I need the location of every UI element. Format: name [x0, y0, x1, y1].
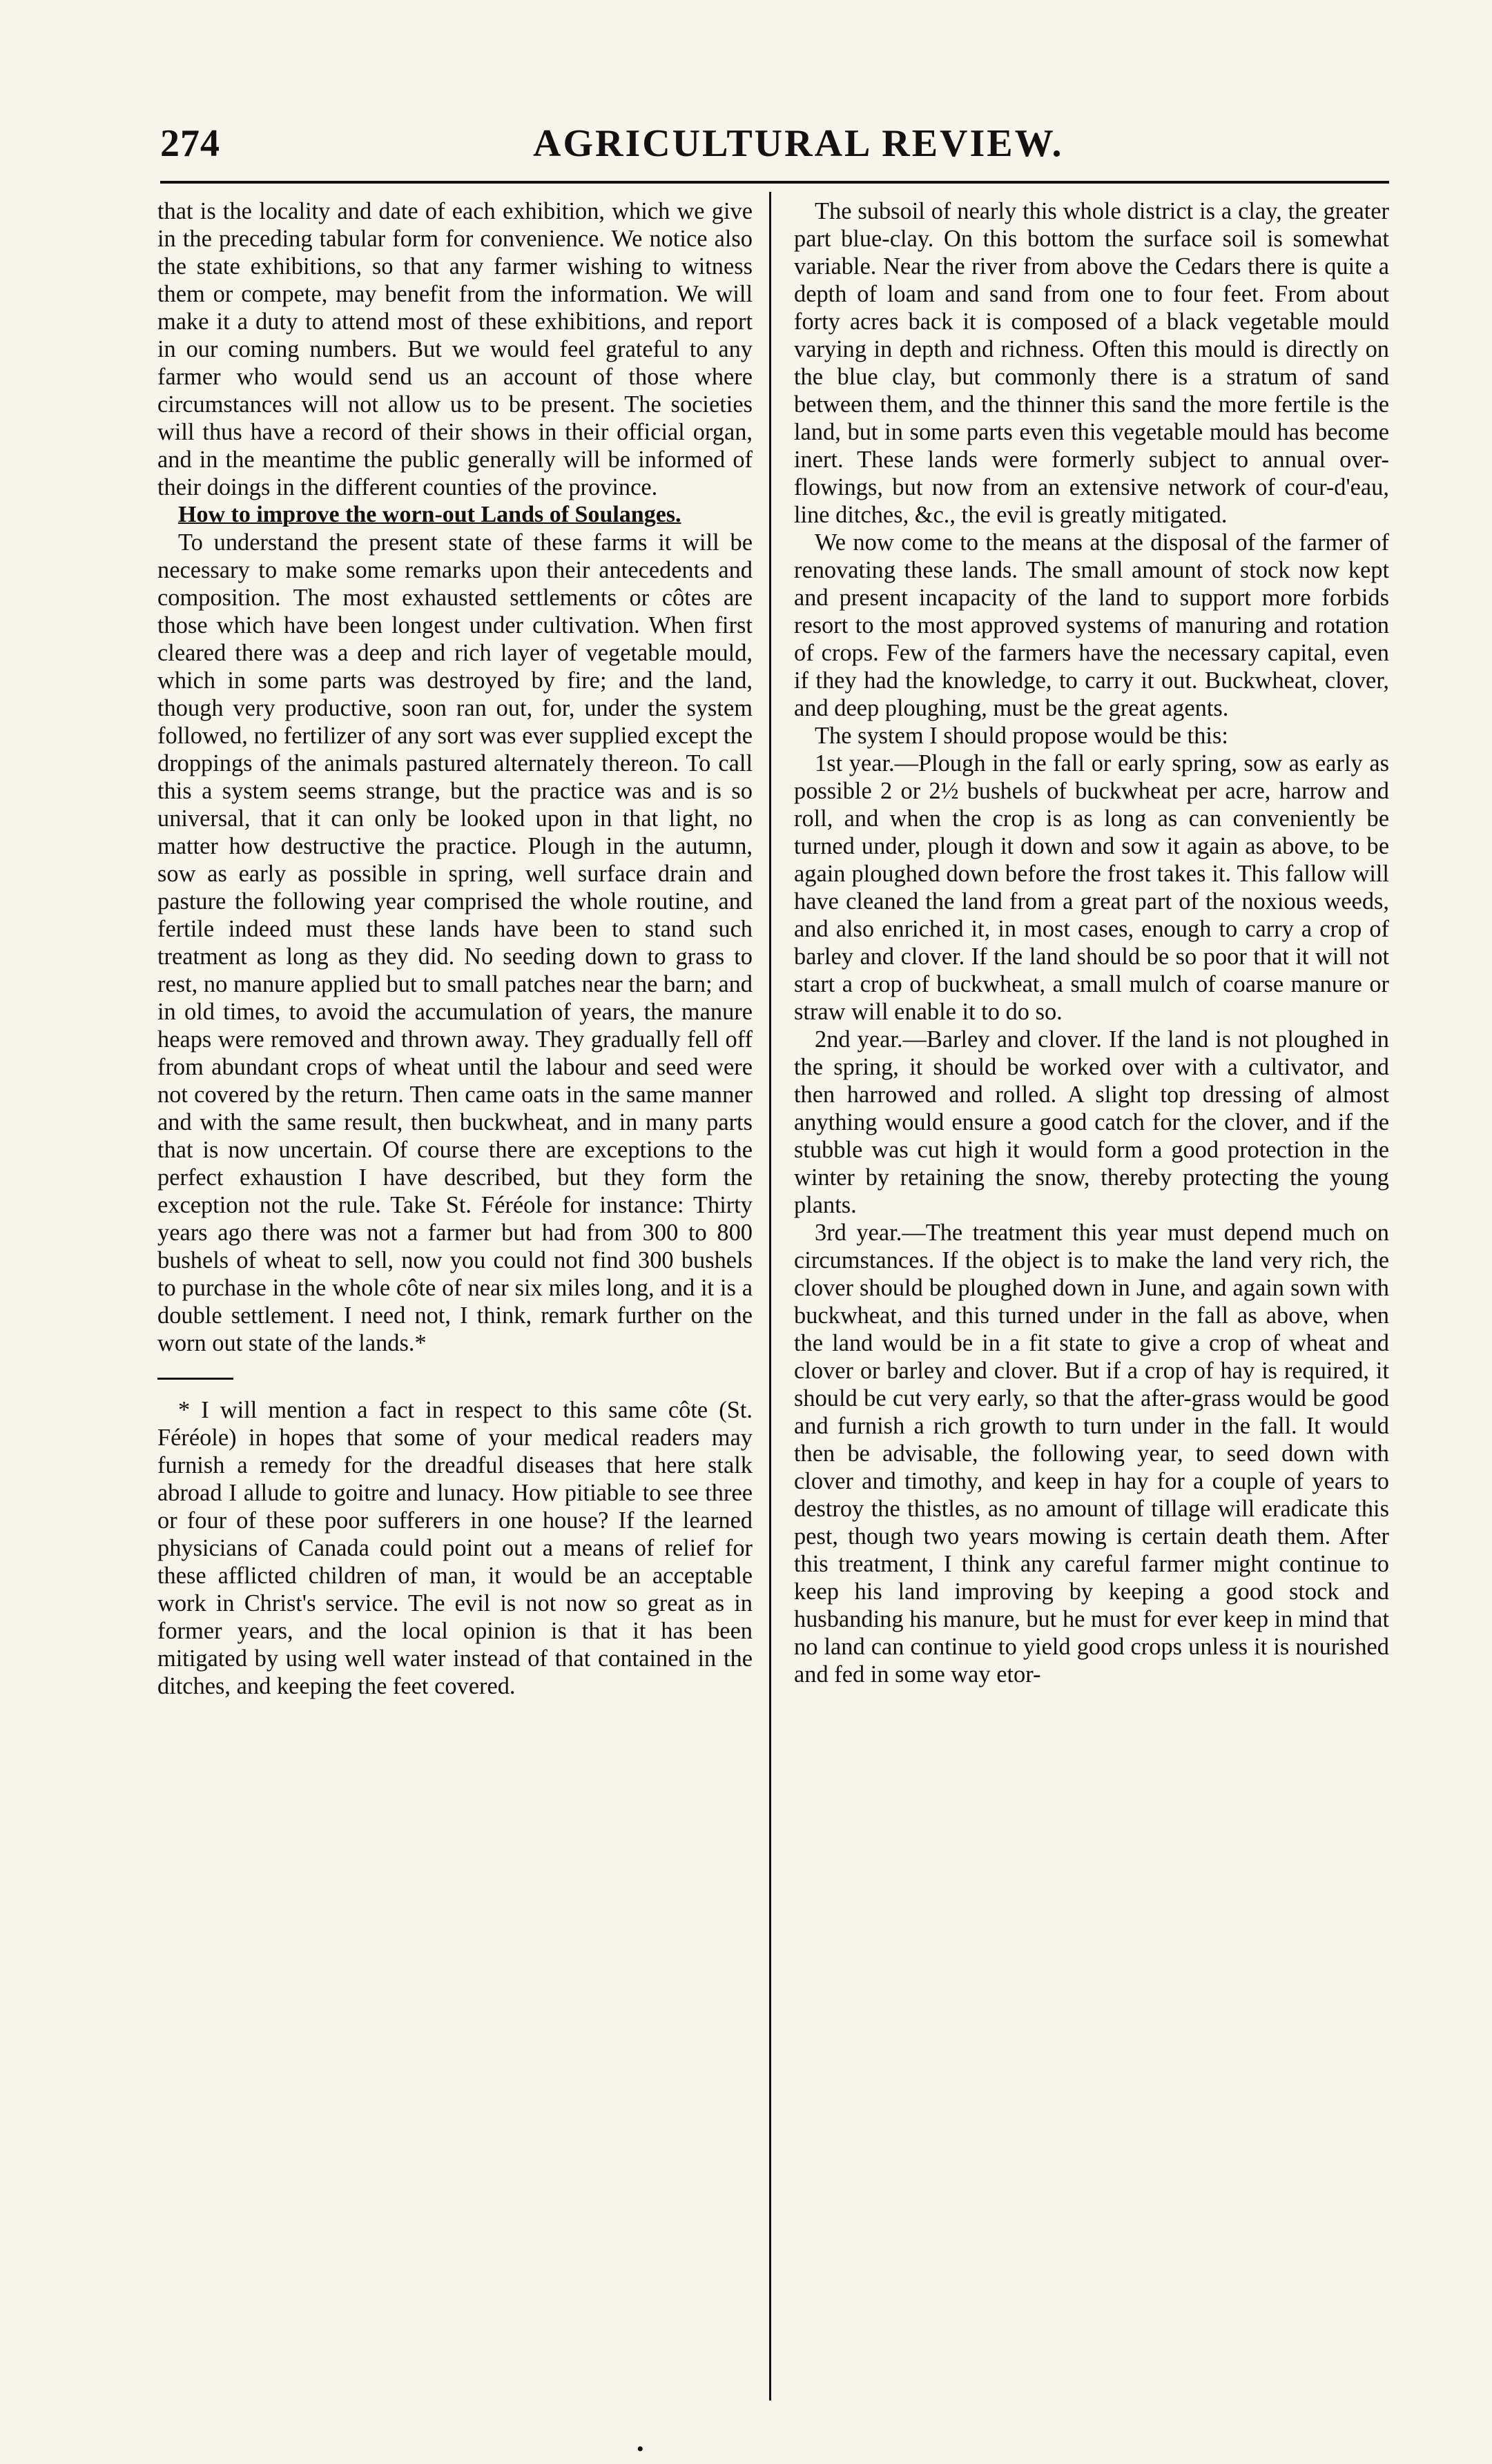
column-divider — [769, 192, 771, 2401]
right-column — [794, 197, 1389, 1688]
page-number: 274 — [160, 122, 220, 165]
footnote-rule — [157, 1378, 233, 1380]
left-paragraph-2: To understand the present state of these farms it will be necessary to make some remarks upon their antecedents and composition. The most exhausted settlements or côtes are those which have been longest under cultivation. When first cleared there was a deep and rich layer of vegetable mould, which in some parts was destroyed by fire; and the land, though very productive, soon ran out, for, under the system followed, no fertilizer of any sort was ever supplied except the droppings of the animals pastured alternately thereon. To call this a system seems strange, but the practice was and is so universal, that it can only be looked upon in that light, no matter how destructive the practice. Plough in the autumn, sow as early as possible in spring, well surface drain and pasture the following year comprised the whole routine, and fertile indeed must these lands have been to stand such treatment as long as they did. No seeding down to grass to rest, no manure applied but to small patches near the barn; and in old times, to avoid the accumulation of years, the manure heaps were removed and thrown away. They gradually fell off from abundant crops of wheat until the labour and seed were not covered by the return. Then came oats in the same manner and with the same result, then buckwheat, and in many parts that is now uncertain. Of course there are exceptions to the perfect exhaustion I have described, but they form the exception not the rule. Take St. Féréole for instance: Thirty years ago there was not a farmer but had from 300 to 800 bushels of wheat to sell, now you could not find 300 bushels to purchase in the whole côte of near six miles long, and it is a double settlement. I need not, I think, remark further on the worn out state of the lands.* — [157, 529, 753, 1356]
right-paragraph-1: The subsoil of nearly this whole district is a clay, the greater part blue-clay. On this bottom the surface soil is somewhat variable. Near the river from above the Cedars there is quite a depth of loam and sand from one to four feet. From about forty acres back it is composed of a black vegetable mould varying in depth and richness. Often this mould is directly on the blue clay, but commonly there is a stratum of sand between them, and the thinner this sand the more fertile is the land, but in some parts even this vegetable mould has become inert. These lands were formerly subject to annual over-flowings, but now from an extensive network of cour-d'eau, line ditches, &c., the evil is greatly mitigated. — [794, 198, 1389, 528]
right-paragraph-2: We now come to the means at the disposal of the farmer of renovating these lands. The small amount of stock now kept and present incapacity of the land to support more forbids resort to the most approved systems of manuring and rotation of crops. Few of the farmers have the necessary capital, even if they had the knowledge, to carry it out. Buckwheat, clover, and deep ploughing, must be the great agents. — [794, 529, 1389, 721]
footnote-text: * I will mention a fact in respect to this same côte (St. Féréole) in hopes that some of your medical readers may furnish a remedy for the dreadful diseases that here stalk abroad I allude to goitre and lunacy. How pitiable to see three or four of these poor sufferers in one house? If the learned physicians of Canada could point out a means of relief for these afflicted children of man, it would be an acceptable work in Christ's service. The evil is not now so great as in former years, and the local opinion is that it has been mitigated by using well water instead of that contained in the ditches, and keeping the feet covered. — [157, 1397, 753, 1699]
right-paragraph-4: 1st year.—Plough in the fall or early spring, sow as early as possible 2 or 2½ bushels of buckwheat per acre, harrow and roll, and when the crop is as long as can conveniently be turned under, plough it down and sow it again as above, to be again ploughed down before the frost takes it. This fallow will have cleaned the land from a great part of the noxious weeds, and also enriched it, in most cases, enough to carry a crop of barley and clover. If the land should be so poor that it will not start a crop of buckwheat, a small mulch of coarse manure or straw will enable it to do so. — [794, 750, 1389, 1025]
print-mark: • — [637, 2438, 644, 2461]
right-paragraph-3: The system I should propose would be this: — [815, 723, 1228, 749]
page-header — [160, 121, 1389, 170]
running-title: AGRICULTURAL REVIEW. — [533, 122, 1064, 165]
header-rule — [160, 181, 1389, 184]
right-paragraph-6: 3rd year.—The treatment this year must depend much on circumstances. If the object is to make the land very rich, the clover should be ploughed down in June, and again sown with buckwheat, and this turned under in the fall as above, when the land would be in a fit state to give a crop of wheat and clover or barley and clover. But if a crop of hay is required, it should be cut very early, so that the after-grass would be good and furnish a rich growth to turn under in the fall. It would then be advisable, the following year, to seed down with clover and timothy, and keep in hay for a couple of years to destroy the thistles, as no amount of tillage will eradicate this pest, though two years mowing is certain death them. After this treatment, I think any careful farmer might continue to keep his land improving by keeping a good stock and husbanding his manure, but he must for ever keep in mind that no land can continue to yield good crops unless it is nourished and fed in some way etor- — [794, 1220, 1389, 1688]
footnote — [157, 1396, 753, 1700]
left-paragraph-1: that is the locality and date of each exhibition, which we give in the preceding tabular form for convenience. We notice also the state exhibitions, so that any farmer wishing to witness them or compete, may benefit from the information. We will make it a duty to attend most of these exhibitions, and report in our coming numbers. But we would feel grateful to any farmer who would send us an account of those where circumstances will not allow us to be present. The societies will thus have a record of their shows in their official organ, and in the meantime the public generally will be informed of their doings in the different counties of the province. — [157, 198, 753, 500]
section-subheading: How to improve the worn-out Lands of Soulanges. — [178, 502, 681, 527]
left-column — [157, 197, 753, 1700]
right-paragraph-5: 2nd year.—Barley and clover. If the land is not ploughed in the spring, it should be worked over with a cultivator, and then harrowed and rolled. A slight top dressing of almost anything would ensure a good catch for the clover, and if the stubble was cut high it would form a good protection in the winter by retaining the snow, thereby protecting the young plants. — [794, 1026, 1389, 1218]
